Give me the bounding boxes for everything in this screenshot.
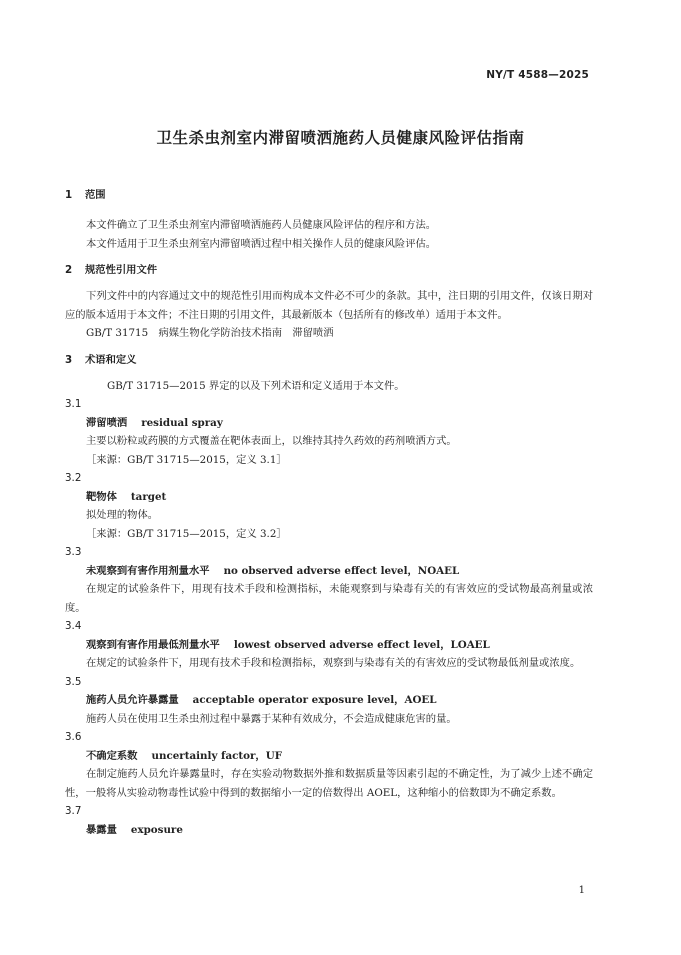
section-title: 规范性引用文件 [85, 264, 158, 276]
term-number: 3.6 [65, 731, 82, 743]
paragraph: 下列文件中的内容通过文中的规范性引用而构成本文件必不可少的条款。其中，注日期的引用文件，仅该日期对应的版本适用于本文件；不注日期的引用文件，其最新版本（包括所有的修改单）适用于本文件。 [65, 290, 593, 321]
term-entry [65, 543, 593, 617]
term-heading [65, 488, 593, 507]
reference-entry: GB/T 31715 病媒生物化学防治技术指南 滞留喷洒 [86, 327, 334, 339]
term-zh: 滞留喷洒 [86, 416, 128, 429]
standard-number: NY/T 4588—2025 [486, 69, 589, 81]
term-entry [65, 617, 593, 673]
term-number: 3.4 [65, 620, 82, 632]
term-en: acceptable operator exposure level，AOEL [192, 694, 437, 706]
paragraph: 本文件适用于卫生杀虫剂室内滞留喷洒过程中相关操作人员的健康风险评估。 [86, 237, 437, 250]
term-definition: 主要以粉粒或药膜的方式覆盖在靶体表面上，以维持其持久药效的药剂喷洒方式。 [86, 435, 457, 447]
term-number: 3.7 [65, 805, 82, 817]
term-heading [65, 747, 593, 766]
term-number: 3.2 [65, 472, 82, 484]
term-zh: 不确定系数 [86, 749, 138, 762]
term-entry [65, 469, 593, 543]
term-heading [65, 562, 593, 581]
term-number: 3.5 [65, 675, 82, 688]
term-en: no observed adverse effect level，NOAEL [223, 564, 460, 577]
section-number: 1 [65, 189, 73, 201]
section-title: 范围 [85, 189, 106, 201]
section-heading-normative-references [65, 261, 593, 279]
page-number: 1 [578, 885, 585, 896]
section-heading-terms [65, 351, 593, 369]
term-zh: 靶物体 [86, 490, 117, 503]
term-heading [65, 691, 593, 710]
term-en: residual spray [141, 416, 223, 429]
term-zh: 观察到有害作用最低剂量水平 [86, 638, 220, 651]
term-heading [65, 821, 593, 840]
section-number: 2 [65, 264, 73, 276]
term-entry [65, 395, 593, 469]
term-entry [65, 728, 593, 802]
paragraph: GB/T 31715—2015 界定的以及下列术语和定义适用于本文件。 [107, 379, 405, 392]
term-definition: 在规定的试验条件下，用现有技术手段和检测指标，观察到与染毒有关的有害效应的受试物最低剂量或浓度。 [86, 657, 581, 669]
section-title: 术语和定义 [85, 353, 137, 366]
section-number: 3 [65, 353, 73, 366]
term-en: lowest observed adverse effect level，LOAEL [233, 638, 490, 651]
document-body [65, 186, 593, 839]
term-definition: 拟处理的物体。 [86, 509, 159, 521]
term-number: 3.3 [65, 546, 82, 558]
term-definition: 在制定施药人员允许暴露量时，存在实验动物数据外推和数据质量等因素引起的不确定性，为了减少上述不确定性，一般将从实验动物毒性试验中得到的数据缩小一定的倍数得出 AOEL，这种缩小的倍数即为不确定系数。 [65, 768, 593, 799]
term-number: 3.1 [65, 398, 82, 410]
paragraph: 本文件确立了卫生杀虫剂室内滞留喷洒施药人员健康风险评估的程序和方法。 [86, 219, 437, 231]
term-definition: 施药人员在使用卫生杀虫剂过程中暴露于某种有效成分，不会造成健康危害的量。 [86, 712, 457, 725]
term-zh: 施药人员允许暴露量 [86, 694, 179, 706]
term-source: ［来源：GB/T 31715—2015，定义 3.2］ [86, 527, 287, 540]
term-entry [65, 802, 593, 839]
term-en: uncertainly factor，UF [151, 749, 283, 762]
term-source: ［来源：GB/T 31715—2015，定义 3.1］ [86, 453, 287, 466]
term-en: target [130, 490, 167, 503]
term-heading [65, 414, 593, 433]
term-entry [65, 673, 593, 729]
term-heading [65, 636, 593, 655]
document-title: 卫生杀虫剂室内滞留喷洒施药人员健康风险评估指南 [156, 129, 525, 147]
term-en: exposure [130, 823, 183, 836]
term-zh: 未观察到有害作用剂量水平 [86, 564, 210, 577]
term-definition: 在规定的试验条件下，用现有技术手段和检测指标，未能观察到与染毒有关的有害效应的受试物最高剂量或浓度。 [65, 583, 593, 614]
term-zh: 暴露量 [86, 823, 117, 836]
section-heading-scope [65, 186, 593, 204]
